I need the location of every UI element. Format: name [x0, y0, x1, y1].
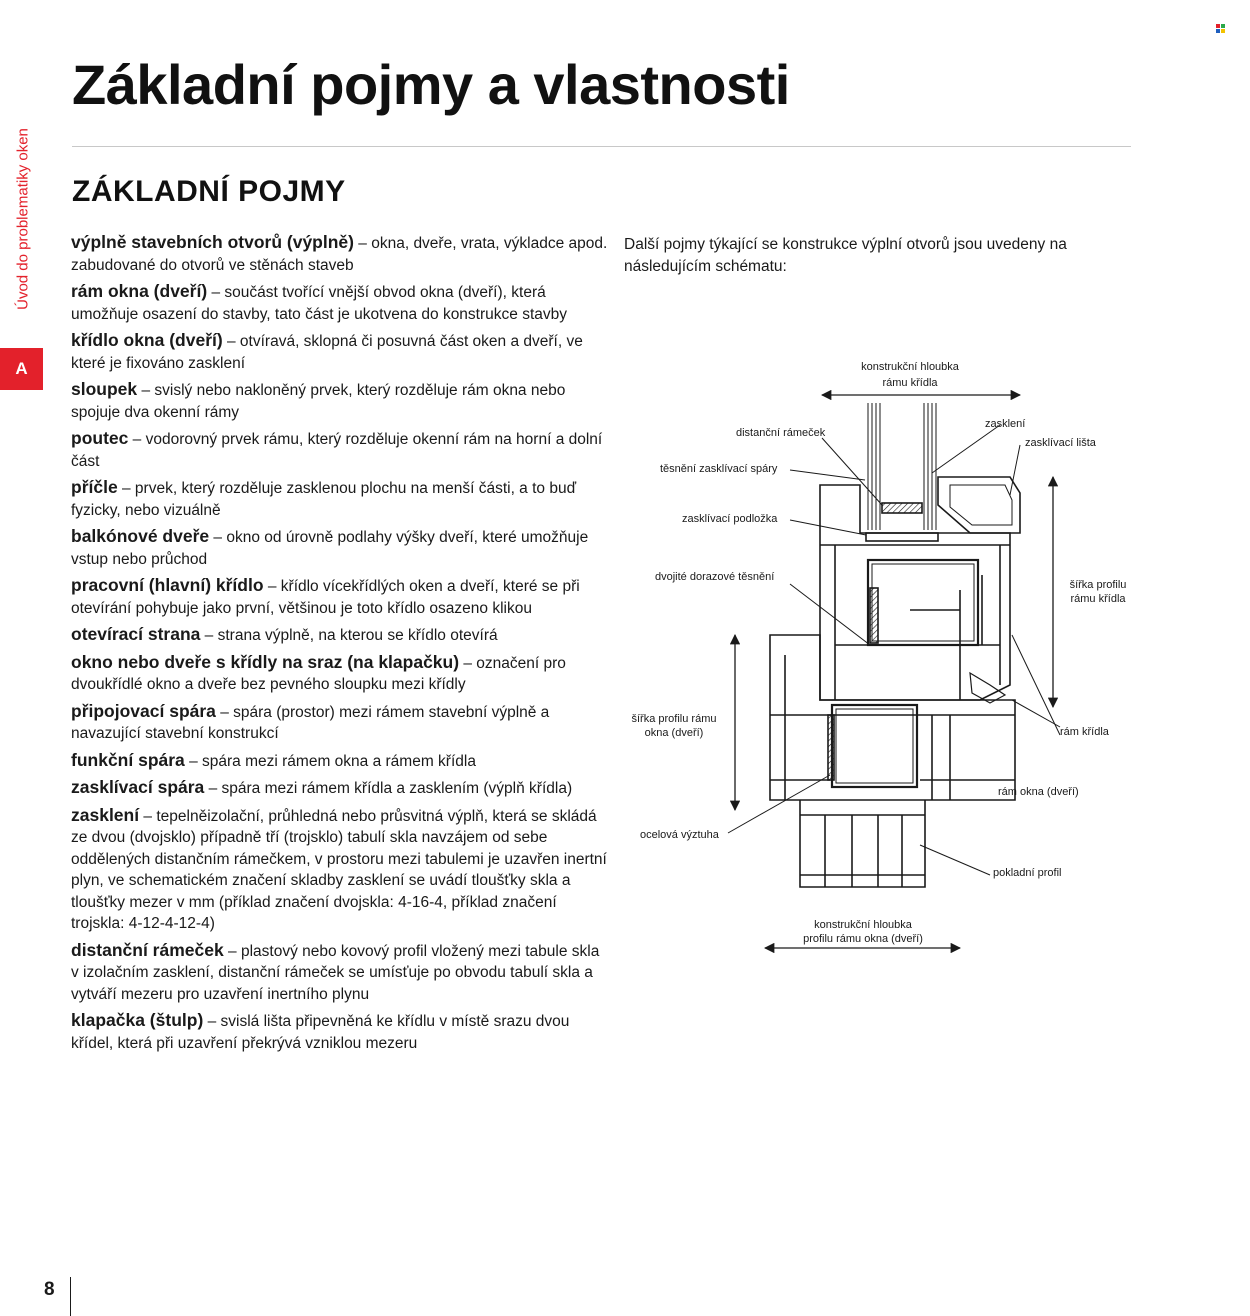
- definition-term: připojovací spára: [71, 700, 216, 721]
- definition-term: otevírací strana: [71, 624, 201, 644]
- color-mark-icon: [1216, 24, 1226, 34]
- page-number-divider: [70, 1277, 71, 1316]
- label-top-dimension-1: konstrukční hloubka: [861, 361, 959, 373]
- label-frame-width-1: šířka profilu rámu: [631, 713, 717, 725]
- definition-item: [71, 940, 611, 1006]
- label-sill-profile: pokladní profil: [993, 867, 1062, 879]
- definition-item: [71, 232, 611, 276]
- label-spacer-frame: distanční rámeček: [736, 427, 826, 439]
- label-glazing-pad: zasklívací podložka: [682, 513, 778, 525]
- sill-profile: [800, 800, 925, 887]
- spacer-frame: [882, 503, 922, 513]
- definition-text: – spára mezi rámem okna a rámem křídla: [184, 752, 476, 770]
- label-glazing-seal: těsnění zasklívací spáry: [660, 463, 778, 475]
- definition-text: – křídlo vícekřídlých oken a dveří, které se při otevírání pohybuje jako první, většinou je toto křídlo osazeno klikou: [71, 578, 580, 617]
- definition-text: – spára (prostor) mezi rámem stavební výplně a navazující stavební konstrukcí: [71, 703, 550, 742]
- definition-term: klapačka (štulp): [71, 1010, 204, 1030]
- label-glazing-bead: zasklívací lišta: [1025, 437, 1096, 449]
- page-number: 8: [44, 1279, 55, 1300]
- definition-term: balkónové dveře: [71, 526, 210, 546]
- definition-text: – svislý nebo nakloněný prvek, který rozděluje rám okna nebo spojuje dva okenní rámy: [71, 382, 566, 421]
- title-divider: [72, 146, 1131, 147]
- frame-outline: [770, 635, 1015, 800]
- definition-term: zasklení: [71, 804, 140, 825]
- definition-item: [71, 428, 611, 472]
- definition-text: – vodorovný prvek rámu, který rozděluje okenní rám na horní a dolní část: [71, 431, 603, 470]
- definition-term: distanční rámeček: [71, 939, 224, 960]
- definition-term: sloupek: [71, 379, 138, 399]
- window-profile-diagram: [620, 355, 1130, 965]
- definition-item: [71, 652, 611, 696]
- definition-text: – prvek, který rozděluje zasklenou plochu na menší části, a to buď fyzicky, nebo vizuálně: [71, 480, 577, 519]
- diagram-intro: Další pojmy týkající se konstrukce výplní otvorů jsou uvedeny na následujícím schématu:: [624, 236, 1067, 275]
- definition-item: [71, 575, 611, 619]
- section-label-text: Úvod do problematiky oken: [14, 128, 32, 310]
- label-double-seal: dvojité dorazové těsnění: [655, 571, 775, 583]
- definition-text: – okno od úrovně podlahy výšky dveří, které umožňuje vstup nebo průchod: [71, 529, 589, 568]
- definition-item: [71, 477, 611, 521]
- label-steel-reinforcement: ocelová výztuha: [640, 829, 719, 841]
- definition-text: – okna, dveře, vrata, výkladce apod. zabudované do otvorů ve stěnách staveb: [71, 235, 608, 274]
- page-title: Základní pojmy a vlastnosti: [72, 53, 790, 116]
- sash-steel-reinforcement: [868, 560, 978, 645]
- label-sash-width-2: rámu křídla: [1070, 593, 1126, 605]
- definitions-list: [71, 232, 611, 1059]
- definition-text: – tepelněizolační, průhledná nebo průsvitná výplň, která se skládá ze dvou (dvojsklo) případně tří (trojsklo) tabulí skla navzájem od sebe oddělených distančním rámečkem, v prostoru mezi tabulemi je uzavřen inertní plyn, ve schematickém značení skladby zasklení se uvádí tloušťky skla a tloušťky mezer v mm (příklad značení dvojskla: 4-16-4, příklad značení trojskla: 4-12-4-12-4): [71, 807, 607, 932]
- definition-term: zasklívací spára: [71, 777, 205, 797]
- frame-steel-reinforcement: [832, 705, 917, 787]
- definition-text: – plastový nebo kovový profil vložený mezi tabule skla v izolačním zasklení, distanční rámeček se umísťuje po obvodu tabulí skla a vytváří mezeru pro uzavření inertního plynu: [71, 942, 600, 1003]
- definition-item: [71, 1010, 611, 1054]
- definition-item: [71, 750, 611, 773]
- definition-item: [71, 805, 611, 935]
- label-bottom-dimension-1: konstrukční hloubka: [814, 919, 912, 931]
- definition-term: křídlo okna (dveří): [71, 330, 223, 350]
- label-top-dimension-2: rámu křídla: [882, 377, 938, 389]
- definition-term: pracovní (hlavní) křídlo: [71, 575, 264, 595]
- definition-text: – označení pro dvoukřídlé okno a dveře bez pevného sloupku mezi křídly: [71, 654, 566, 693]
- definition-item: [71, 330, 611, 374]
- label-glazing: zasklení: [985, 418, 1026, 430]
- section-side-label: [8, 108, 38, 330]
- definition-term: funkční spára: [71, 749, 185, 770]
- definition-text: – svislá lišta připevněná ke křídlu v místě srazu dvou křídel, která při uzavření překrývá vzniklou mezeru: [71, 1013, 570, 1052]
- label-bottom-dimension-2: profilu rámu okna (dveří): [803, 933, 923, 945]
- diagram-labels: [632, 361, 1127, 945]
- label-frame: rám okna (dveří): [998, 786, 1079, 798]
- profile-drawing: [770, 403, 1020, 887]
- label-frame-width-2: okna (dveří): [644, 727, 704, 739]
- definition-text: – otvíravá, sklopná či posuvná část oken a dveří, ve které je fixováno zasklení: [71, 333, 583, 372]
- dimension-lines: [735, 395, 1053, 948]
- section-tab: [0, 348, 43, 390]
- label-sash: rám křídla: [1060, 726, 1109, 738]
- label-sash-width-1: šířka profilu: [1069, 579, 1127, 591]
- definition-term: okno nebo dveře s křídly na sraz (na klapačku): [71, 651, 460, 672]
- definition-text: – součást tvořící vnější obvod okna (dveří), která umožňuje osazení do stavby, tato část je ukotvena do konstrukce stavby: [71, 284, 567, 323]
- definition-text: – spára mezi rámem křídla a zasklením (výplň křídla): [204, 780, 573, 797]
- definition-term: poutec: [71, 428, 129, 448]
- definition-item: [71, 379, 611, 423]
- definition-item: [71, 701, 611, 745]
- definition-term: příčle: [71, 477, 118, 497]
- definition-text: – strana výplně, na kterou se křídlo otevírá: [200, 627, 498, 644]
- section-heading: ZÁKLADNÍ POJMY: [72, 175, 346, 208]
- definition-term: rám okna (dveří): [71, 281, 208, 301]
- definition-item: [71, 281, 611, 325]
- definition-item: [71, 526, 611, 570]
- glazing-pad: [866, 533, 938, 541]
- definition-item: [71, 624, 611, 647]
- definition-item: [71, 777, 611, 800]
- definition-term: výplně stavebních otvorů (výplně): [71, 232, 354, 252]
- section-tab-letter: A: [15, 359, 28, 378]
